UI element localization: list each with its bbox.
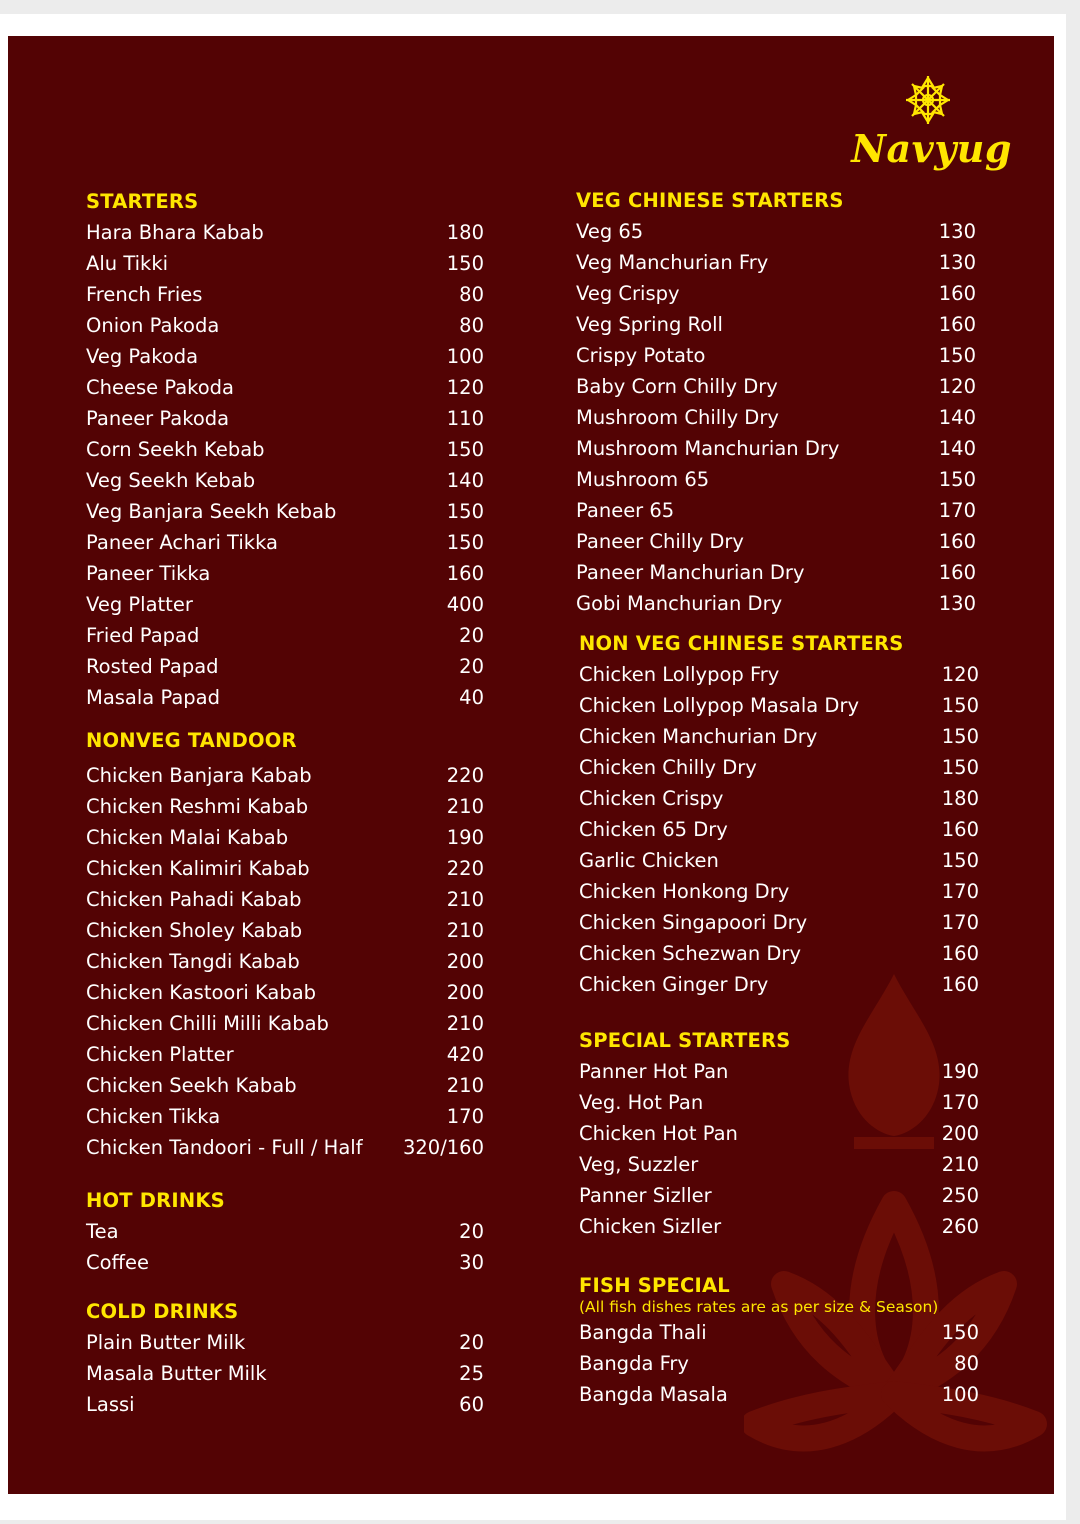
menu-item-name: Plain Butter Milk xyxy=(86,1331,246,1354)
menu-item xyxy=(86,1101,484,1132)
menu-item-name: Veg Seekh Kebab xyxy=(86,469,256,492)
section-heading: NONVEG TANDOOR xyxy=(86,729,297,752)
menu-item-price: 150 xyxy=(941,725,979,748)
menu-item-price: 150 xyxy=(938,468,976,491)
menu-item-price: 25 xyxy=(459,1362,484,1385)
menu-item xyxy=(86,589,484,620)
section-veg-chinese-starters xyxy=(576,185,976,619)
menu-item-price: 80 xyxy=(459,314,484,337)
menu-item xyxy=(86,1039,484,1070)
menu-item-price: 120 xyxy=(938,375,976,398)
menu-item-price: 210 xyxy=(446,1012,484,1035)
menu-item-name: Chicken Banjara Kabab xyxy=(86,764,312,787)
menu-item xyxy=(86,1008,484,1039)
menu-item-price: 140 xyxy=(446,469,484,492)
section-nonveg-tandoor xyxy=(86,725,484,1163)
menu-item xyxy=(579,1180,979,1211)
menu-item-price: 200 xyxy=(446,981,484,1004)
menu-item xyxy=(86,496,484,527)
menu-item-name: Fried Papad xyxy=(86,624,200,647)
menu-item-name: Chicken Singapoori Dry xyxy=(579,911,808,934)
menu-item xyxy=(86,1247,484,1278)
menu-item-price: 20 xyxy=(459,1331,484,1354)
menu-item-name: Masala Papad xyxy=(86,686,220,709)
menu-item-name: Paneer Pakoda xyxy=(86,407,230,430)
menu-item xyxy=(579,876,979,907)
menu-item xyxy=(86,279,484,310)
menu-item xyxy=(86,372,484,403)
menu-item-price: 130 xyxy=(938,592,976,615)
menu-item xyxy=(579,1211,979,1242)
menu-item-price: 30 xyxy=(459,1251,484,1274)
menu-item-name: Chicken Malai Kabab xyxy=(86,826,289,849)
menu-item xyxy=(576,526,976,557)
menu-item-name: Crispy Potato xyxy=(576,344,706,367)
menu-item xyxy=(86,310,484,341)
menu-item xyxy=(86,1216,484,1247)
menu-item-price: 20 xyxy=(459,1220,484,1243)
menu-item-name: Paneer Chilly Dry xyxy=(576,530,744,553)
menu-item-price: 210 xyxy=(446,1074,484,1097)
section-fish-special xyxy=(579,1270,979,1410)
menu-item-name: Mushroom Manchurian Dry xyxy=(576,437,840,460)
menu-item-price: 210 xyxy=(446,888,484,911)
menu-item-price: 160 xyxy=(938,282,976,305)
menu-item xyxy=(576,464,976,495)
menu-item-price: 160 xyxy=(938,561,976,584)
menu-item xyxy=(579,659,979,690)
menu-item-price: 200 xyxy=(941,1122,979,1145)
section-note: (All fish dishes rates are as per size & Season) xyxy=(579,1298,939,1316)
section-nonveg-chinese-starters xyxy=(579,628,979,1000)
menu-item-price: 40 xyxy=(459,686,484,709)
section-heading: STARTERS xyxy=(86,190,199,213)
menu-item xyxy=(86,915,484,946)
menu-item-price: 150 xyxy=(446,438,484,461)
menu-item-name: Chicken Kalimiri Kabab xyxy=(86,857,310,880)
menu-item-name: Chicken Sholey Kabab xyxy=(86,919,303,942)
menu-item xyxy=(576,495,976,526)
menu-item xyxy=(86,558,484,589)
menu-item-price: 160 xyxy=(446,562,484,585)
menu-item-price: 150 xyxy=(446,252,484,275)
menu-item-name: Chicken Kastoori Kabab xyxy=(86,981,317,1004)
menu-item-price: 210 xyxy=(446,795,484,818)
menu-item xyxy=(579,1348,979,1379)
menu-item-price: 130 xyxy=(938,220,976,243)
menu-item xyxy=(576,340,976,371)
menu-item xyxy=(86,465,484,496)
menu-item xyxy=(579,752,979,783)
item-list xyxy=(579,659,979,1000)
menu-item-price: 190 xyxy=(941,1060,979,1083)
menu-item xyxy=(579,1317,979,1348)
menu-item xyxy=(579,1087,979,1118)
menu-item-price: 20 xyxy=(459,624,484,647)
menu-item-price: 250 xyxy=(941,1184,979,1207)
menu-item-price: 160 xyxy=(938,313,976,336)
menu-item xyxy=(579,938,979,969)
menu-item xyxy=(576,278,976,309)
flower-ornament-icon xyxy=(902,72,954,128)
menu-item xyxy=(86,403,484,434)
menu-item-price: 150 xyxy=(941,849,979,872)
menu-item xyxy=(579,1379,979,1410)
menu-item-price: 100 xyxy=(446,345,484,368)
item-list xyxy=(86,1327,484,1420)
menu-item xyxy=(86,853,484,884)
menu-item-name: Chicken 65 Dry xyxy=(579,818,728,841)
menu-item-name: Chicken Manchurian Dry xyxy=(579,725,818,748)
menu-item-name: Chicken Honkong Dry xyxy=(579,880,790,903)
menu-item-price: 260 xyxy=(941,1215,979,1238)
menu-item-price: 170 xyxy=(941,1091,979,1114)
item-list xyxy=(576,216,976,619)
menu-item-name: Chicken Chilly Dry xyxy=(579,756,757,779)
menu-item-name: Lassi xyxy=(86,1393,135,1416)
menu-item-name: Bangda Thali xyxy=(579,1321,707,1344)
menu-item-name: Hara Bhara Kabab xyxy=(86,221,264,244)
item-list xyxy=(86,760,484,1163)
menu-item-name: Veg Crispy xyxy=(576,282,680,305)
menu-item-name: Chicken Pahadi Kabab xyxy=(86,888,302,911)
menu-item xyxy=(576,557,976,588)
menu-item-price: 150 xyxy=(941,694,979,717)
menu-item-price: 210 xyxy=(941,1153,979,1176)
menu-item-name: Paneer Manchurian Dry xyxy=(576,561,805,584)
menu-item-price: 170 xyxy=(938,499,976,522)
menu-item-price: 420 xyxy=(446,1043,484,1066)
section-cold-drinks xyxy=(86,1296,484,1420)
menu-item-name: Chicken Sizller xyxy=(579,1215,722,1238)
menu-item-price: 180 xyxy=(446,221,484,244)
menu-item-name: Chicken Ginger Dry xyxy=(579,973,769,996)
menu-item-name: French Fries xyxy=(86,283,203,306)
menu-item-name: Baby Corn Chilly Dry xyxy=(576,375,778,398)
menu-item-name: Veg 65 xyxy=(576,220,644,243)
item-list xyxy=(86,1216,484,1278)
menu-item-name: Alu Tikki xyxy=(86,252,169,275)
menu-item-price: 200 xyxy=(446,950,484,973)
menu-item xyxy=(86,217,484,248)
menu-item xyxy=(86,1389,484,1420)
menu-item-price: 150 xyxy=(941,1321,979,1344)
menu-item-price: 120 xyxy=(446,376,484,399)
item-list xyxy=(86,217,484,713)
menu-item-name: Paneer Achari Tikka xyxy=(86,531,278,554)
menu-item xyxy=(579,1056,979,1087)
menu-item-name: Panner Hot Pan xyxy=(579,1060,729,1083)
menu-item xyxy=(86,791,484,822)
section-heading: FISH SPECIAL xyxy=(579,1274,730,1297)
menu-item-price: 170 xyxy=(941,911,979,934)
menu-item-name: Coffee xyxy=(86,1251,149,1274)
menu-item-price: 140 xyxy=(938,406,976,429)
menu-item-name: Chicken Seekh Kabab xyxy=(86,1074,297,1097)
menu-item xyxy=(86,248,484,279)
section-heading: NON VEG CHINESE STARTERS xyxy=(579,632,904,655)
menu-item xyxy=(579,845,979,876)
menu-item xyxy=(86,434,484,465)
menu-item-name: Veg Pakoda xyxy=(86,345,199,368)
menu-item-price: 210 xyxy=(446,919,484,942)
menu-item-price: 80 xyxy=(459,283,484,306)
menu-item-price: 120 xyxy=(941,663,979,686)
menu-item xyxy=(579,907,979,938)
menu-item-name: Paneer Tikka xyxy=(86,562,211,585)
menu-item-price: 160 xyxy=(941,973,979,996)
menu-item-name: Cheese Pakoda xyxy=(86,376,235,399)
menu-item xyxy=(576,309,976,340)
menu-card xyxy=(8,36,1054,1494)
menu-item xyxy=(579,783,979,814)
menu-item-name: Corn Seekh Kebab xyxy=(86,438,265,461)
menu-item xyxy=(86,822,484,853)
menu-item-price: 190 xyxy=(446,826,484,849)
menu-item xyxy=(579,814,979,845)
menu-item-name: Rosted Papad xyxy=(86,655,219,678)
menu-item-price: 220 xyxy=(446,857,484,880)
menu-item-name: Veg Banjara Seekh Kebab xyxy=(86,500,337,523)
menu-item-name: Garlic Chicken xyxy=(579,849,719,872)
item-list xyxy=(579,1056,979,1242)
menu-item xyxy=(86,620,484,651)
menu-item xyxy=(86,1132,484,1163)
menu-item-name: Chicken Chilli Milli Kabab xyxy=(86,1012,329,1035)
menu-item xyxy=(86,946,484,977)
menu-item-name: Mushroom 65 xyxy=(576,468,710,491)
menu-item-name: Veg, Suzzler xyxy=(579,1153,699,1176)
menu-item-price: 320/160 xyxy=(402,1136,484,1159)
menu-item-name: Chicken Schezwan Dry xyxy=(579,942,801,965)
menu-item-name: Chicken Tangdi Kabab xyxy=(86,950,300,973)
menu-item-price: 220 xyxy=(446,764,484,787)
menu-item xyxy=(576,433,976,464)
menu-item-name: Paneer 65 xyxy=(576,499,675,522)
menu-item-price: 160 xyxy=(938,530,976,553)
item-list xyxy=(579,1317,979,1410)
menu-item xyxy=(576,371,976,402)
menu-item xyxy=(86,527,484,558)
menu-item xyxy=(576,216,976,247)
menu-item-name: Gobi Manchurian Dry xyxy=(576,592,783,615)
menu-item-price: 80 xyxy=(954,1352,979,1375)
menu-item-price: 400 xyxy=(446,593,484,616)
menu-item xyxy=(86,1070,484,1101)
brand-logo-text: Navyug xyxy=(851,126,1012,171)
section-special-starters xyxy=(579,1025,979,1242)
menu-item-price: 160 xyxy=(941,818,979,841)
menu-item-name: Bangda Fry xyxy=(579,1352,689,1375)
menu-item xyxy=(579,1118,979,1149)
menu-item-name: Onion Pakoda xyxy=(86,314,220,337)
menu-item xyxy=(576,247,976,278)
menu-item-name: Veg Spring Roll xyxy=(576,313,723,336)
menu-item-price: 100 xyxy=(941,1383,979,1406)
menu-item-name: Chicken Lollypop Fry xyxy=(579,663,780,686)
menu-item-price: 150 xyxy=(938,344,976,367)
menu-item xyxy=(579,721,979,752)
menu-item xyxy=(576,402,976,433)
menu-item xyxy=(86,760,484,791)
menu-item xyxy=(86,977,484,1008)
menu-item xyxy=(86,651,484,682)
menu-item-price: 60 xyxy=(459,1393,484,1416)
menu-item-price: 110 xyxy=(446,407,484,430)
menu-item xyxy=(86,682,484,713)
menu-item-price: 150 xyxy=(446,531,484,554)
menu-item xyxy=(576,588,976,619)
menu-item xyxy=(579,690,979,721)
menu-item-name: Panner Sizller xyxy=(579,1184,712,1207)
section-heading: SPECIAL STARTERS xyxy=(579,1029,791,1052)
menu-item-price: 180 xyxy=(941,787,979,810)
menu-item-name: Chicken Hot Pan xyxy=(579,1122,738,1145)
menu-item xyxy=(86,341,484,372)
menu-item-price: 130 xyxy=(938,251,976,274)
section-heading: COLD DRINKS xyxy=(86,1300,239,1323)
menu-item-name: Veg. Hot Pan xyxy=(579,1091,704,1114)
menu-item-price: 140 xyxy=(938,437,976,460)
menu-item-price: 20 xyxy=(459,655,484,678)
menu-item xyxy=(86,884,484,915)
menu-item-price: 160 xyxy=(941,942,979,965)
menu-item-name: Chicken Tikka xyxy=(86,1105,221,1128)
section-heading: HOT DRINKS xyxy=(86,1189,225,1212)
section-hot-drinks xyxy=(86,1185,484,1278)
menu-item-name: Chicken Lollypop Masala Dry xyxy=(579,694,859,717)
menu-item-name: Veg Platter xyxy=(86,593,193,616)
section-starters xyxy=(86,186,484,713)
menu-item-price: 170 xyxy=(446,1105,484,1128)
menu-item xyxy=(86,1358,484,1389)
menu-item-name: Veg Manchurian Fry xyxy=(576,251,769,274)
menu-item-name: Chicken Reshmi Kabab xyxy=(86,795,309,818)
menu-item-name: Chicken Platter xyxy=(86,1043,234,1066)
menu-item-name: Mushroom Chilly Dry xyxy=(576,406,779,429)
menu-item-name: Bangda Masala xyxy=(579,1383,728,1406)
menu-item-name: Masala Butter Milk xyxy=(86,1362,267,1385)
menu-item xyxy=(579,969,979,1000)
menu-item-price: 150 xyxy=(941,756,979,779)
menu-item-name: Tea xyxy=(86,1220,119,1243)
menu-item xyxy=(579,1149,979,1180)
menu-item-price: 170 xyxy=(941,880,979,903)
menu-item-name: Chicken Crispy xyxy=(579,787,724,810)
menu-item-name: Chicken Tandoori - Full / Half xyxy=(86,1136,363,1159)
section-heading: VEG CHINESE STARTERS xyxy=(576,189,844,212)
menu-item-price: 150 xyxy=(446,500,484,523)
menu-item xyxy=(86,1327,484,1358)
